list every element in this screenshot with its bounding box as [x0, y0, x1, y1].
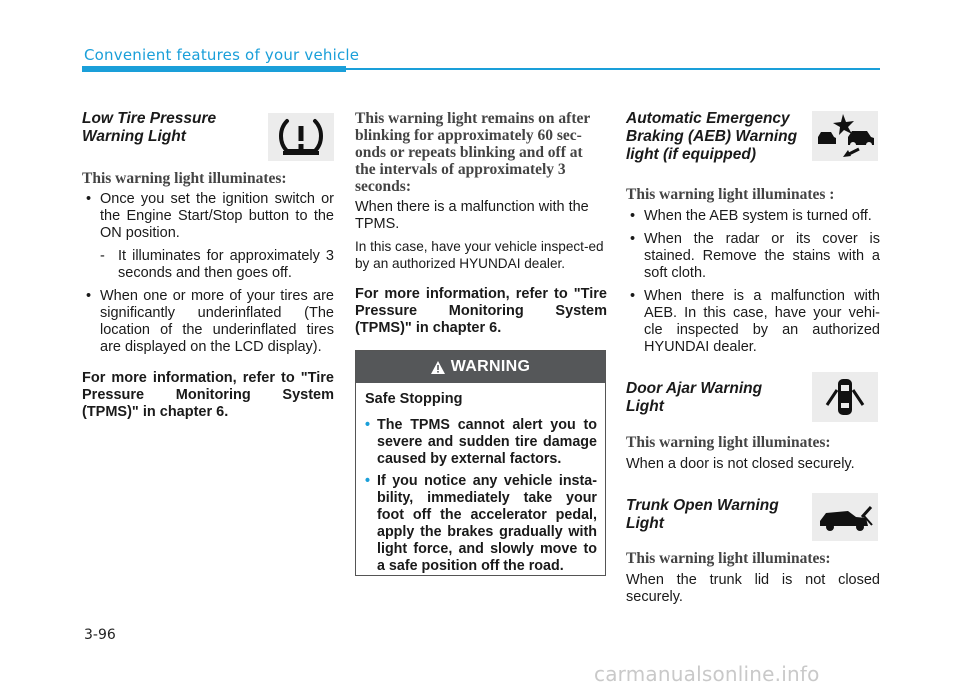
low-tire-bullet-list-2: [82, 288, 334, 356]
aeb-title-block: [626, 110, 806, 166]
aeb-title-line2: Braking (AEB) Warning: [626, 128, 798, 145]
warning-header: [356, 351, 605, 383]
low-tire-title-line1: Low Tire Pressure: [82, 110, 217, 127]
aeb-warning-icon: [812, 111, 878, 161]
door-ajar-icon: [812, 372, 878, 422]
section-header-title: Convenient features of your vehicle: [84, 46, 360, 64]
warning-label: WARNING: [450, 358, 531, 375]
list-item: • Once you set the ignition switch or the Engine Start/Stop button to the ON position.: [86, 191, 334, 241]
door-text: When a door is not closed securely.: [626, 456, 855, 472]
aeb-title-line1: Automatic Emergency: [626, 110, 790, 127]
list-item: • When the radar or its cover is stained. Remove the stains with a soft cloth.: [630, 231, 880, 281]
warning-list: [365, 417, 597, 575]
tpms-blink-heading: This warning light remains on after blinking for approximately 60 sec-onds or repeats blinking and off at the intervals of approximately 3 seconds:: [355, 110, 590, 195]
door-title-line1: Door Ajar Warning: [626, 380, 763, 397]
low-tire-more-info: For more information, refer to "Tire Pressure Monitoring System (TPMS)" in chapter 6.: [82, 370, 334, 420]
low-tire-bullet-list: [82, 191, 334, 242]
list-item: • If you notice any vehicle insta-bility, immediately take your foot off the accelerator pedal, apply the brakes gradually with light force, and slowly move to a safe position off the road.: [365, 473, 597, 574]
warning-triangle-icon: [431, 361, 445, 374]
door-title-line2: Light: [626, 398, 664, 415]
tpms-warning-icon: [268, 113, 334, 161]
tpms-more-info: For more information, refer to "Tire Pressure Monitoring System (TPMS)" in chapter 6.: [355, 286, 607, 336]
trunk-text: When the trunk lid is not closed securely.: [626, 572, 880, 605]
list-item: • When one or more of your tires are significantly underinflated (The location of the underinflated tires are displayed on the LCD display).: [86, 288, 334, 355]
page-number: 3-96: [84, 627, 116, 643]
trunk-title-line1: Trunk Open Warning: [626, 497, 779, 514]
tpms-malfunction-text: When there is a malfunction with the TPMS.: [355, 199, 589, 232]
warning-body: [356, 383, 605, 575]
trunk-title-line2: Light: [626, 515, 664, 532]
tpms-inspect-text: In this case, have your vehicle inspect-ed by an authorized HYUNDAI dealer.: [355, 239, 604, 271]
aeb-title-line3: light (if equipped): [626, 146, 757, 163]
low-tire-title-line2: Warning Light: [82, 128, 186, 145]
warning-title: Safe Stopping: [365, 391, 463, 407]
aeb-illuminates-heading: This warning light illuminates :: [626, 186, 835, 203]
trunk-illuminates-heading: This warning light illuminates:: [626, 550, 831, 567]
list-item: • When the AEB system is turned off.: [630, 208, 872, 224]
header-rule-thin: [346, 68, 880, 70]
low-tire-illuminates-heading: This warning light illuminates:: [82, 170, 287, 187]
trunk-open-icon: [812, 493, 878, 541]
list-item: • When there is a malfunction with AEB. In this case, have your vehi-cle inspected by an authorized HYUNDAI dealer.: [630, 288, 880, 355]
low-tire-sub-item: - It illuminates for approximately 3 seconds and then goes off.: [100, 248, 334, 281]
column-tpms-malfunction: [355, 110, 607, 337]
warning-box: [355, 350, 606, 576]
list-item: • The TPMS cannot alert you to severe and sudden tire damage caused by external factors.: [365, 417, 597, 467]
door-illuminates-heading: This warning light illuminates:: [626, 434, 831, 451]
aeb-bullet-list: [626, 208, 880, 356]
header-rule-thick: [82, 66, 346, 72]
watermark: carmanualsonline.info: [594, 662, 820, 686]
